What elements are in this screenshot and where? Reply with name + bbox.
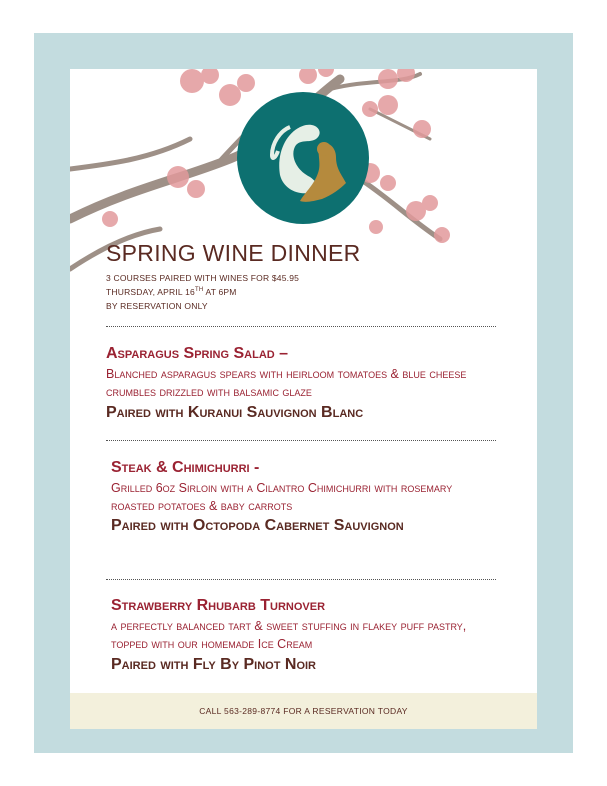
course-2-pairing: Paired with Octopoda Cabernet Sauvignon [111,517,404,534]
subtitle-courses: 3 COURSES PAIRED WITH WINES FOR $45.95 [106,273,300,283]
subtitle-date: THURSDAY, APRIL 16TH AT 6PM [106,287,237,297]
subtitle-reservation: BY RESERVATION ONLY [106,301,208,311]
bird-logo-icon [236,91,370,225]
course-3-pairing: Paired with Fly By Pinot Noir [111,656,316,673]
course-2-description: Grilled 6oz Sirloin with a Cilantro Chimichurri with rosemary roasted potatoes & baby carrots [111,481,453,513]
footer-banner [70,693,537,729]
course-3-title: Strawberry Rhubarb Turnover [111,597,326,614]
menu-page [70,69,537,729]
divider [106,440,496,441]
course-1-pairing: Paired with Kuranui Sauvignon Blanc [106,404,364,421]
course-1-title: Asparagus Spring Salad – [106,345,289,362]
divider [106,326,496,327]
reservation-call-text: CALL 563-289-8774 FOR A RESERVATION TODAY [199,706,408,716]
course-2-title: Steak & Chimichurri - [111,459,260,476]
course-3-description: a perfectly balanced tart & sweet stuffing in flakey puff pastry, topped with our homemade Ice Cream [111,619,467,651]
page-title: SPRING WINE DINNER [106,240,361,266]
divider [106,579,496,580]
course-1-description: Blanched asparagus spears with heirloom tomatoes & blue cheese crumbles drizzled with balsamic glaze [106,367,467,399]
